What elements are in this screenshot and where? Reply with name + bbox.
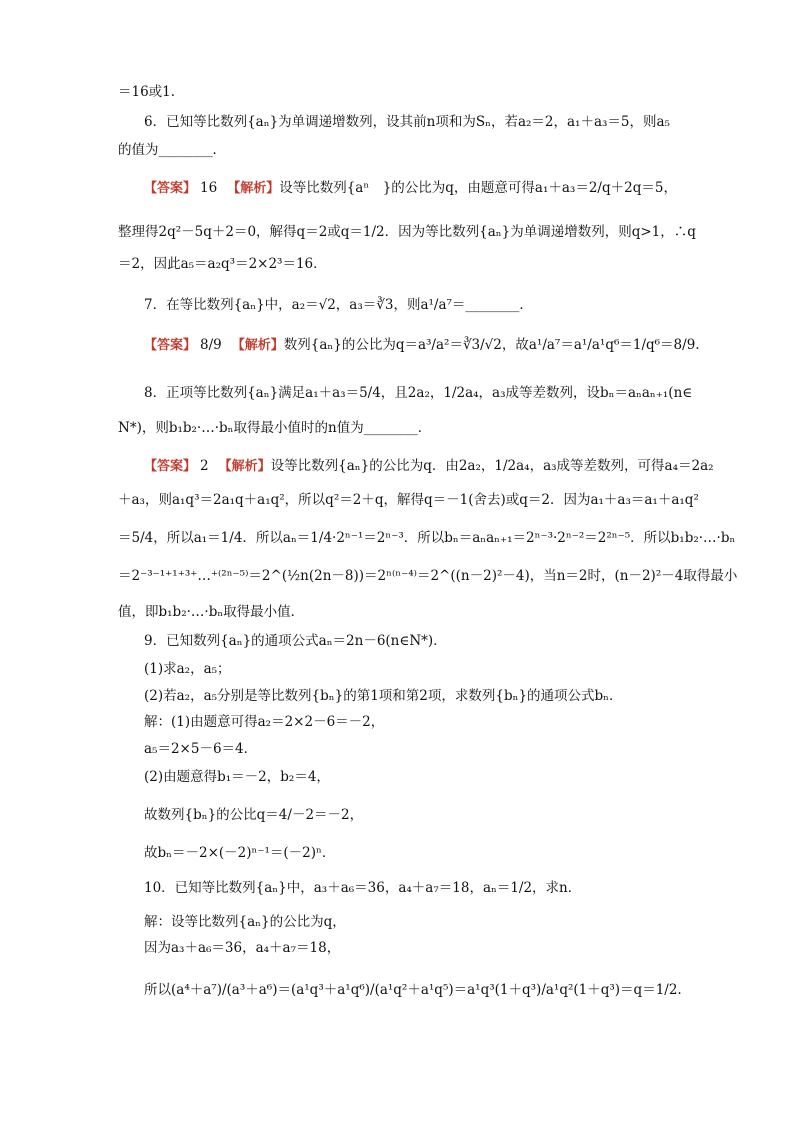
answer-tag: 【答案】 [144,338,197,353]
line-text: ＋a₃，则a₁q³＝2a₁q＋a₁q²，所以q²＝2＋q，解得q＝－1(舍去)或q＝2．因为a₁＋a₃＝a₁＋a₁q² [118,492,699,508]
text-line [144,112,670,132]
line-text: 解：(1)由题意可得a₂＝2×2－6＝－2， [144,714,385,730]
text-line [144,686,623,706]
line-text: 因为a₃＋a₆＝36，a₄＋a₇＝18， [144,940,341,956]
line-text: ＝2，因此a₅＝a₂q³＝2×2³＝16． [118,256,327,272]
answer-value: 16 [200,180,218,196]
line-text: 解：设等比数列{aₙ}的公比为q， [144,914,346,930]
text-line [144,980,682,1000]
text-line [118,222,696,242]
text-line [118,140,226,160]
line-text: (2)由题意得b₁＝－2，b₂＝4， [144,769,330,785]
answer-tag: 【答案】 [144,181,197,196]
text-line [144,631,447,651]
text-line [118,82,175,102]
text-line [118,254,327,274]
text-line [118,490,699,510]
text-line [144,335,700,356]
answer-value: 8/9 [200,337,222,353]
line-text: ＝16或1. [118,84,176,100]
text-line [144,878,581,898]
text-line [118,418,431,438]
text-line [144,739,257,759]
text-line [144,938,340,958]
line-text: 设等比数列{aₙ}的公比为q．由2a₂，1/2a₄，a₃成等差数列，可得a₄＝2a₂ [270,458,714,474]
line-text: 数列{aₙ}的公比为q＝a³/a²＝∛3/√2，故a¹/a⁷＝a¹/a¹q⁶＝1/q⁶＝8/9. [283,337,700,353]
line-text: 8．正项等比数列{aₙ}满足a₁＋a₃＝5/4，且2a₂，1/2a₄，a₃成等差数列，设bₙ＝aₙaₙ₊₁(n∈ [144,385,693,401]
line-text: 所以(a⁴＋a⁷)/(a³＋a⁶)＝(a¹q³＋a¹q⁶)/(a¹q²＋a¹q⁵)＝a¹q³(1＋q³)/a¹q²(1＋q³)＝q＝1/2. [144,982,682,998]
line-text: 值，即b₁b₂·…·bₙ取得最小值． [118,604,305,620]
text-line [144,383,692,403]
line-text: ＝5/4，所以a₁＝1/4．所以aₙ＝1/4·2ⁿ⁻¹＝2ⁿ⁻³．所以bₙ＝aₙaₙ₊₁＝2ⁿ⁻³·2ⁿ⁻²＝2²ⁿ⁻⁵．所以b₁b₂·…·bₙ [118,530,736,546]
line-text: 故数列{bₙ}的公比q＝4/－2＝－2， [144,807,364,823]
line-text: a₅＝2×5－6＝4． [144,741,258,757]
text-line [144,659,231,679]
line-text: 设等比数列{aⁿ }的公比为q，由题意可得a₁＋a₃＝2/q＋2q＝5， [279,180,677,196]
line-text: 故bₙ＝－2×(－2)ⁿ⁻¹＝(－2)ⁿ． [144,845,336,861]
line-text: 10．已知等比数列{aₙ}中，a₃＋a₆＝36，a₄＋a₇＝18，aₙ＝1/2，求n． [144,880,582,896]
line-text: 9．已知数列{aₙ}的通项公式aₙ＝2n－6(n∈N*)． [144,633,447,649]
text-line [118,528,735,548]
text-line [118,566,737,586]
line-text: 整理得2q²－5q＋2＝0，解得q＝2或q＝1/2．因为等比数列{aₙ}为单调递增数列，则q>1，∴q [118,224,696,240]
answer-tag: 【答案】 [144,459,197,474]
line-text: (1)求a₂，a₅； [144,661,231,677]
text-line [144,912,346,932]
line-text: 的值为________． [118,142,226,158]
text-line [144,805,363,825]
line-text: 7．在等比数列{aₙ}中，a₂＝√2，a₃＝∛3，则a¹/a⁷＝________． [144,297,533,313]
answer-value: 2 [200,458,209,474]
text-line [144,767,330,787]
text-line [144,178,677,199]
text-line [144,456,714,477]
analysis-tag: 【解析】 [227,181,280,196]
line-text: (2)若a₂，a₅分别是等比数列{bₙ}的第1项和第2项，求数列{bₙ}的通项公式bₙ． [144,688,623,704]
line-text: 6．已知等比数列{aₙ}为单调递增数列，设其前n项和为Sₙ，若a₂＝2，a₁＋a₃＝5，则a₅ [144,114,670,130]
analysis-tag: 【解析】 [231,338,284,353]
line-text: ＝2⁻³⁻¹⁺¹⁺³⁺…⁺⁽²ⁿ⁻⁵⁾＝2^(½n(2n－8))＝2ⁿ⁽ⁿ⁻⁴⁾＝2^((n－2)²－4)，当n＝2时，(n－2)²－4取得最小 [118,568,738,584]
text-line [144,712,384,732]
text-line [144,843,335,863]
text-line [144,295,533,315]
analysis-tag: 【解析】 [218,459,271,474]
line-text: N*)，则b₁b₂·…·bₙ取得最小值时的n值为________． [118,420,432,436]
text-line [118,602,304,622]
